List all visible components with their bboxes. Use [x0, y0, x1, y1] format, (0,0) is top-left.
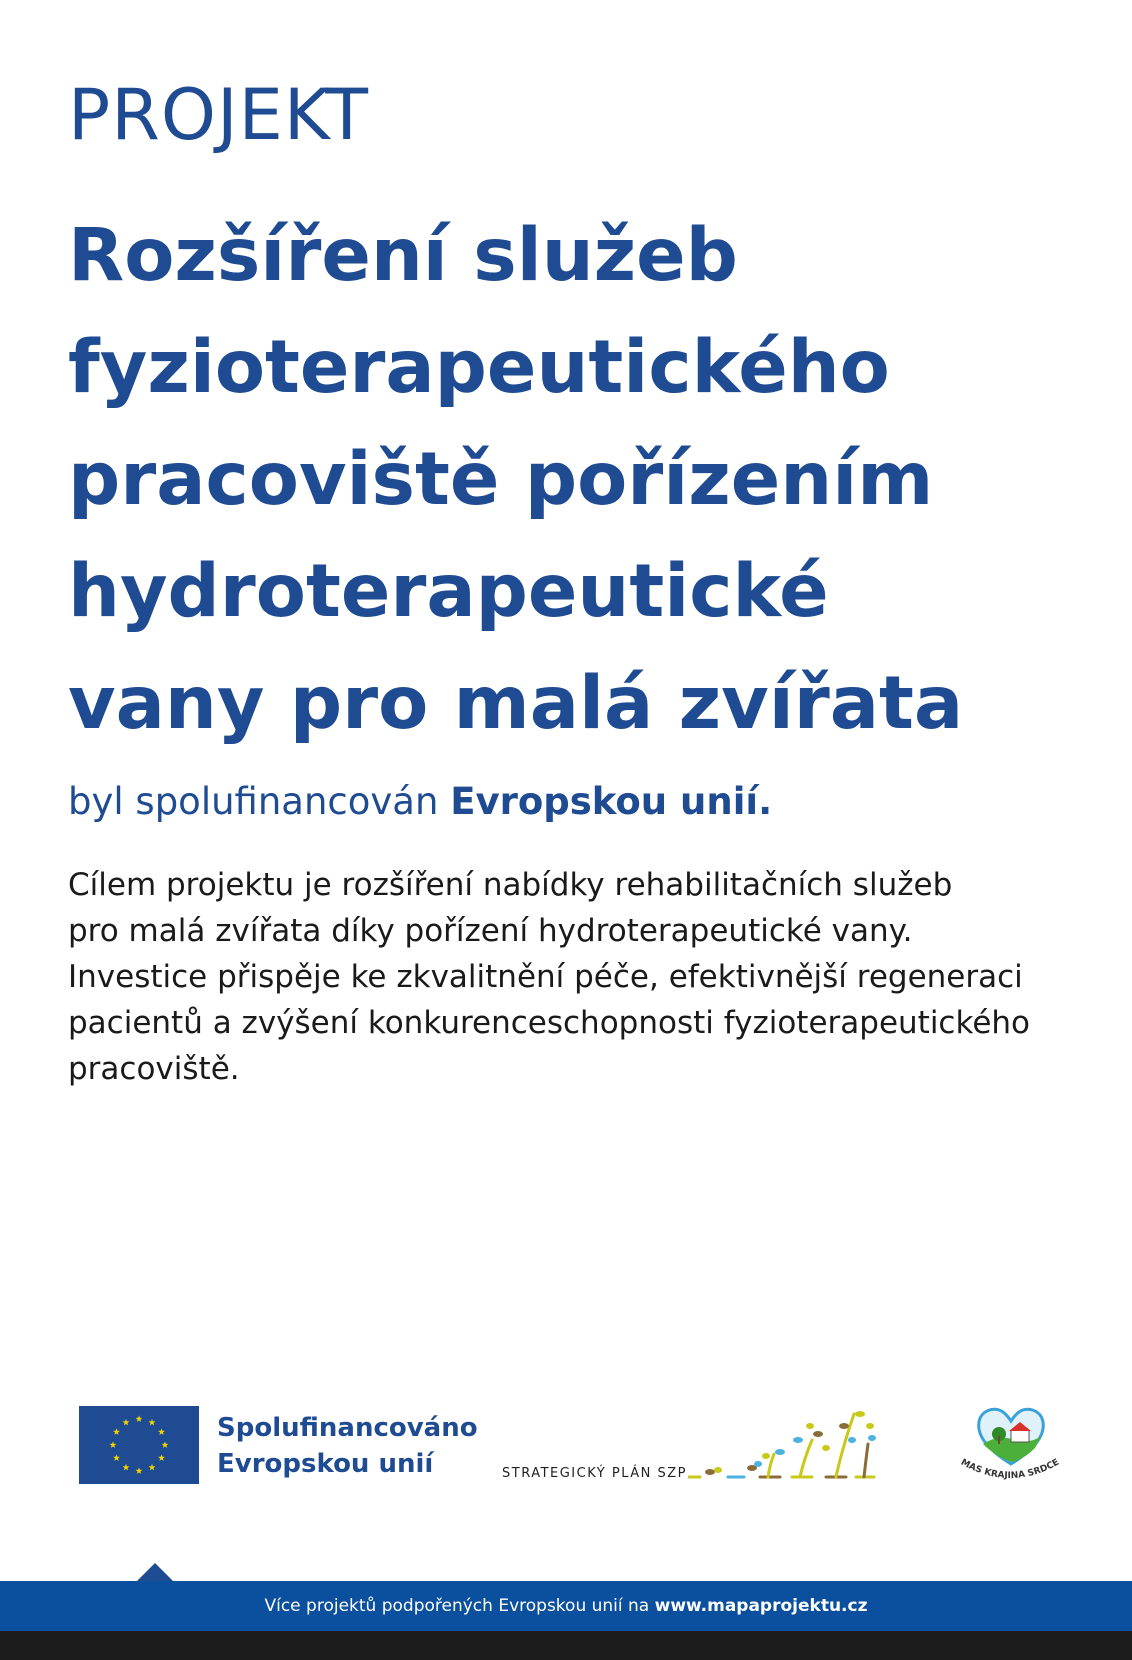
description-line: Investice přispěje ke zkvalitnění péče, efektivnější regeneraci: [68, 959, 1023, 995]
title-line: hydroterapeutické: [68, 549, 829, 634]
eu-logo-text: [217, 1410, 478, 1482]
cofinancing-statement: [68, 780, 772, 824]
sprout-lines-icon: [688, 1404, 882, 1484]
description-line: pro malá zvířata díky pořízení hydroterapeutické vany.: [68, 913, 913, 949]
title-line: vany pro malá zvířata: [68, 661, 964, 746]
project-title: [68, 200, 1088, 760]
szp-logo: [502, 1404, 882, 1484]
project-description: [68, 862, 1078, 1092]
footer-link[interactable]: www.mapaprojektu.cz: [654, 1596, 868, 1616]
description-line: pracoviště.: [68, 1051, 240, 1087]
cofinancing-prefix: byl spolufinancován: [68, 780, 439, 823]
description-line: Cílem projektu je rozšíření nabídky rehabilitačních služeb: [68, 867, 953, 903]
eu-logo-line: Spolufinancováno: [217, 1413, 478, 1443]
description-line: pacientů a zvýšení konkurenceschopnosti fyzioterapeutického: [68, 1005, 1031, 1041]
svg-text:MAS KRAJINA SRDCE: MAS KRAJINA SRDCE: [958, 1457, 1062, 1482]
title-line: fyzioterapeutického: [68, 325, 890, 410]
heading-label: PROJEKT: [68, 74, 370, 156]
eu-logo-line: Evropskou unií: [217, 1449, 434, 1479]
title-line: pracoviště pořízením: [68, 437, 934, 522]
footer-text: [264, 1596, 867, 1616]
title-line: Rozšíření služeb: [68, 213, 738, 298]
cofinancing-strong: Evropskou unií.: [450, 780, 773, 823]
mas-logo: [955, 1404, 1065, 1484]
footer-notch: [137, 1563, 173, 1581]
bottom-strip: [0, 1631, 1132, 1660]
eu-flag-icon: [79, 1406, 199, 1484]
footer-bar: [0, 1581, 1132, 1631]
szp-logo-text: STRATEGICKÝ PLÁN SZP: [502, 1466, 687, 1481]
footer-prefix: Více projektů podpořených Evropskou unií na: [264, 1596, 650, 1616]
mas-logo-text: [955, 1456, 1065, 1496]
